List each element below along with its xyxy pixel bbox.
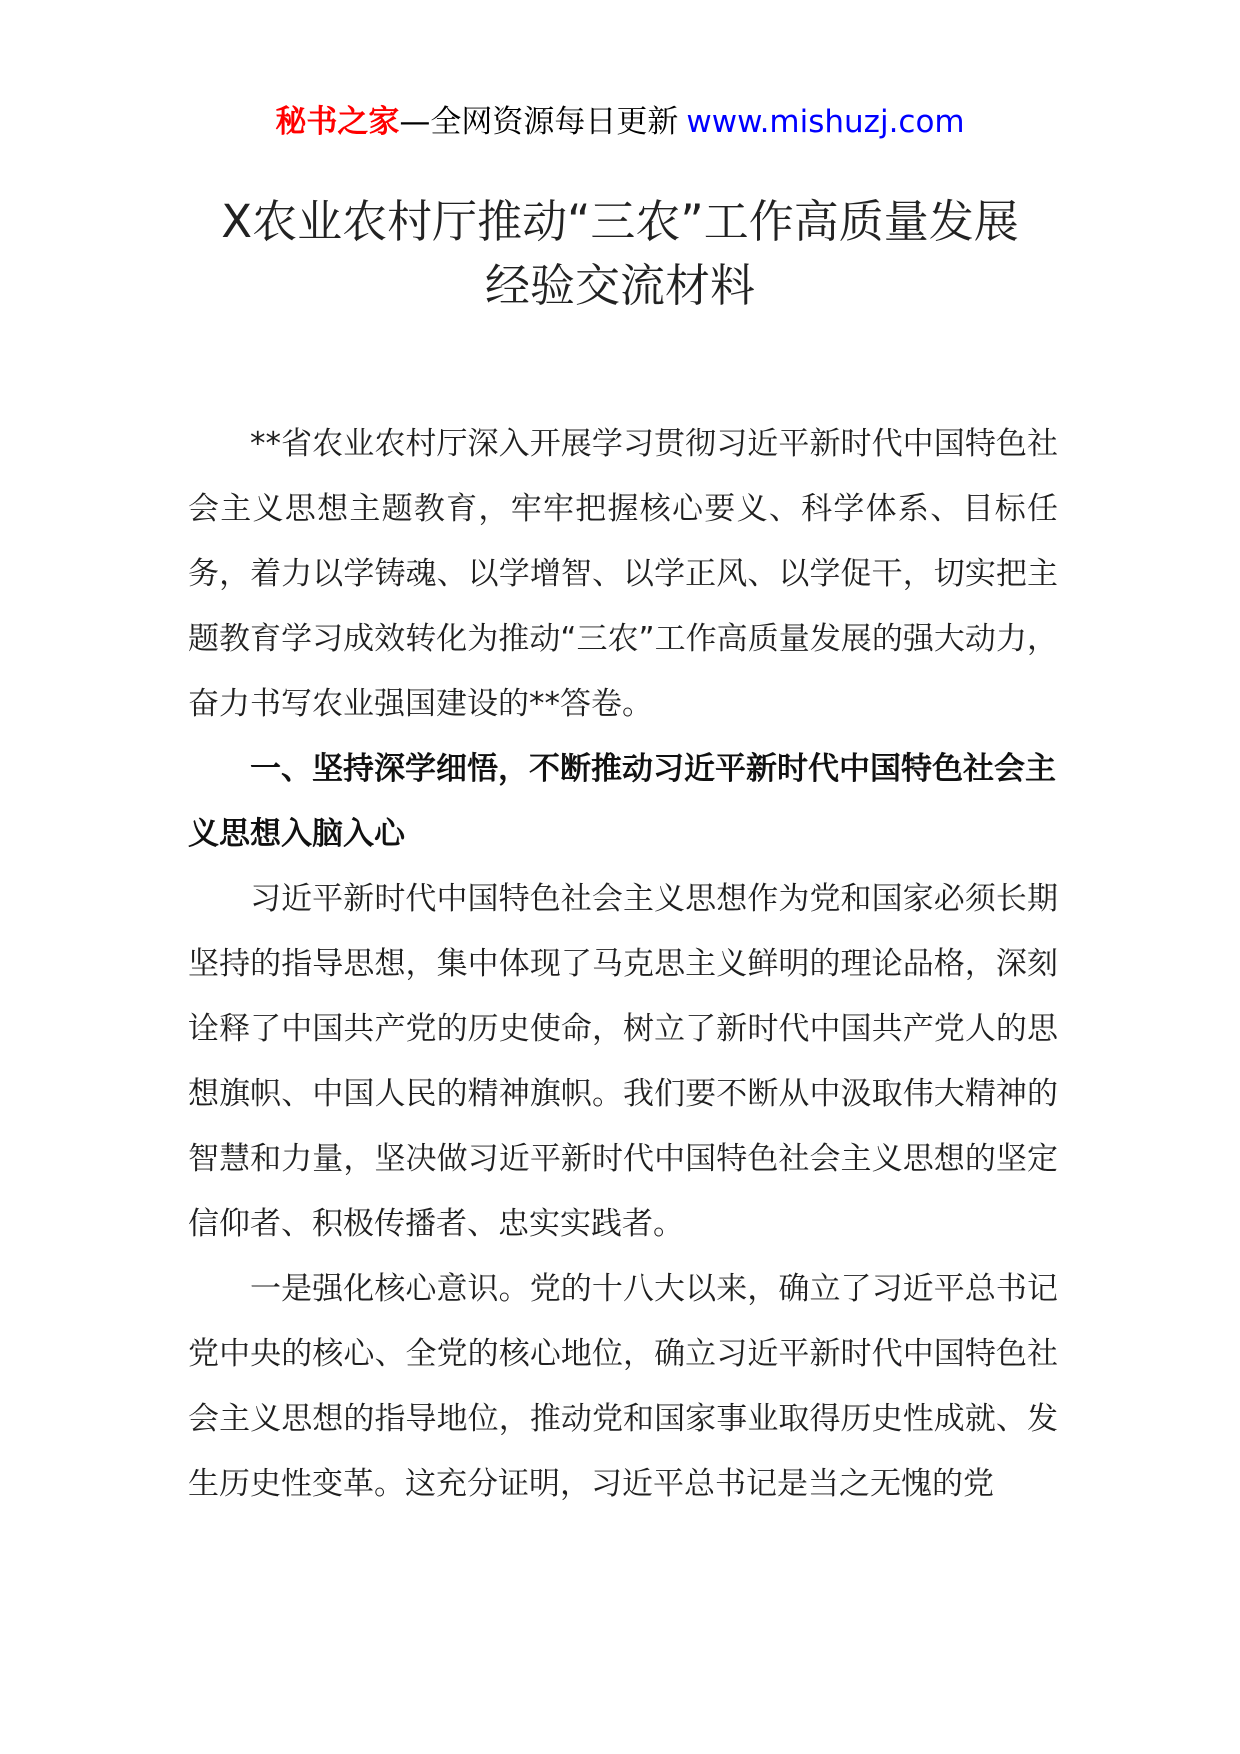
- site-url-link[interactable]: www.mishuzj.com: [686, 104, 965, 140]
- header-tagline: —全网资源每日更新: [399, 104, 679, 140]
- brand-name: 秘书之家: [275, 104, 400, 140]
- intro-paragraph: **省农业农村厅深入开展学习贯彻习近平新时代中国特色社会主义思想主题教育，牢牢把握核心要义、科学体系、目标任务，着力以学铸魂、以学增智、以学正风、以学促干，切实把主题教育学习成效转化为推动“三农”工作高质量发展的强大动力，奋力书写农业强国建设的**答卷。: [188, 426, 1058, 722]
- title-line-1: X农业农村厅推动“三农”工作高质量发展: [221, 195, 1019, 248]
- title-line-2: 经验交流材料: [484, 259, 755, 312]
- body-paragraph-1: 习近平新时代中国特色社会主义思想作为党和国家必须长期坚持的指导思想，集中体现了马克思主义鲜明的理论品格，深刻诠释了中国共产党的历史使命，树立了新时代中国共产党人的思想旗帜、中国人民的精神旗帜。我们要不断从中汲取伟大精神的智慧和力量，坚决做习近平新时代中国特色社会主义思想的坚定信仰者、积极传播者、忠实实践者。: [188, 881, 1058, 1242]
- body-paragraph-2: 一是强化核心意识。党的十八大以来，确立了习近平总书记党中央的核心、全党的核心地位，确立习近平新时代中国特色社会主义思想的指导地位，推动党和国家事业取得历史性成就、发生历史性变革。这充分证明，习近平总书记是当之无愧的党: [188, 1271, 1058, 1502]
- section-heading-1: 一、坚持深学细悟，不断推动习近平新时代中国特色社会主义思想入脑入心: [188, 751, 1056, 852]
- document-body: [188, 412, 1058, 1517]
- document-title: [140, 190, 1100, 318]
- site-header: [0, 102, 1240, 142]
